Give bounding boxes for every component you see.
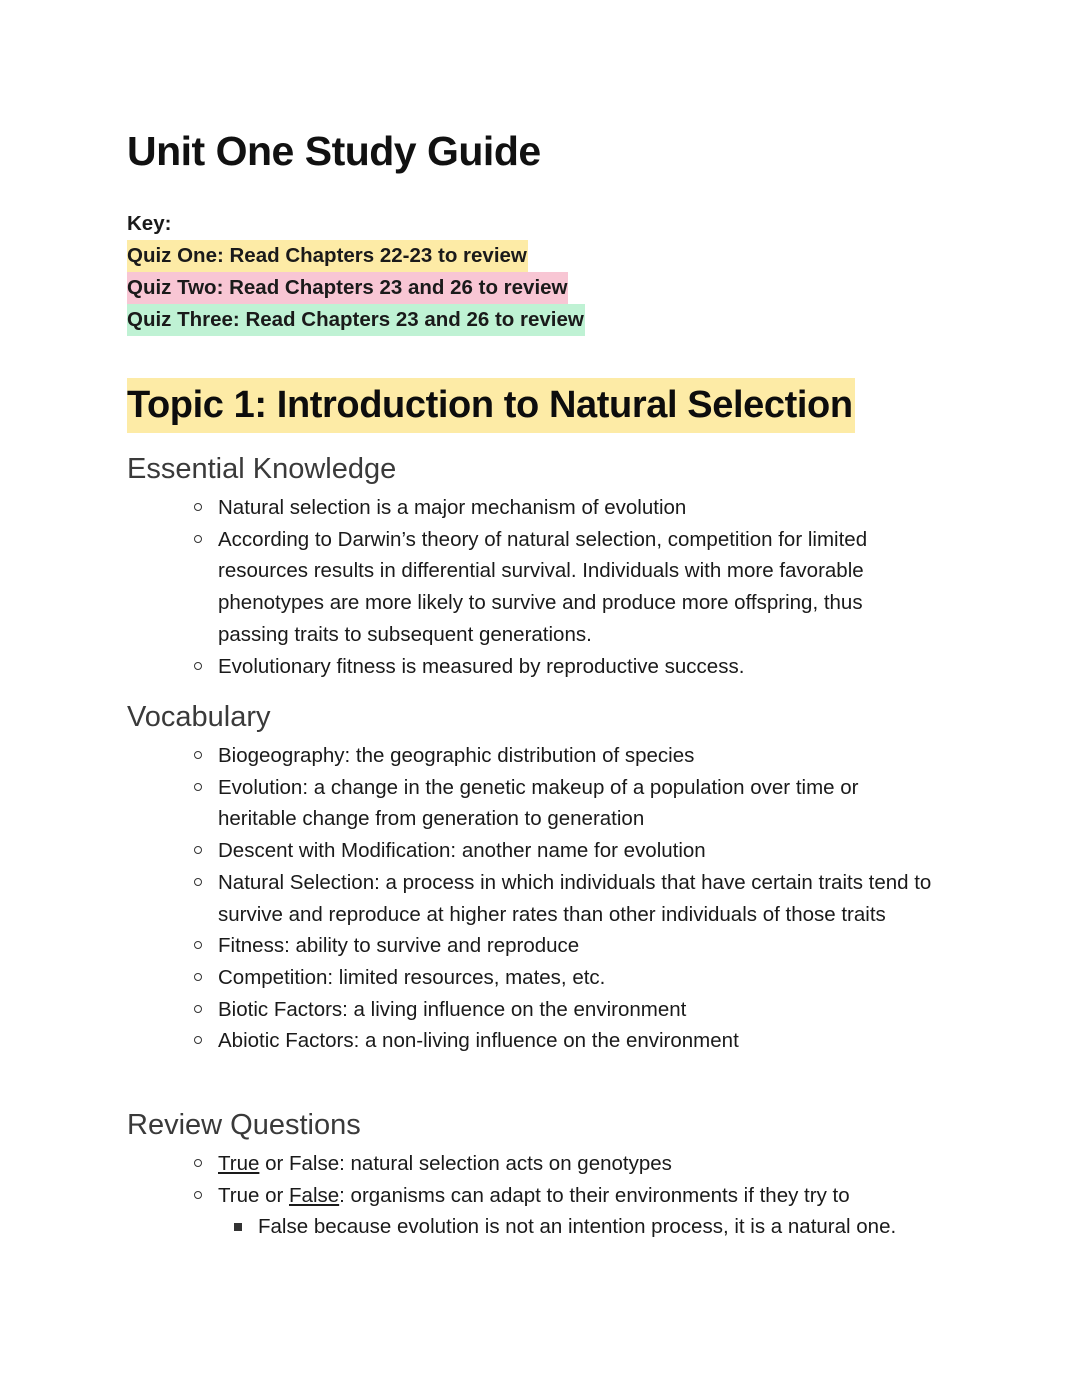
underlined-answer: False	[289, 1183, 340, 1207]
hollow-bullet-icon	[194, 878, 202, 886]
hollow-bullet-icon	[194, 662, 202, 670]
section-heading: Review Questions	[127, 1109, 361, 1141]
key-item-quiz-three: Quiz Three: Read Chapters 23 and 26 to review	[127, 304, 585, 336]
hollow-bullet-icon	[194, 1159, 202, 1167]
hollow-bullet-icon	[194, 973, 202, 981]
hollow-bullet-icon	[194, 503, 202, 511]
list-item: Descent with Modification: another name for evolution	[218, 835, 978, 867]
hollow-bullet-icon	[194, 783, 202, 791]
page-title: Unit One Study Guide	[127, 128, 541, 174]
list-item: Biotic Factors: a living influence on the environment	[218, 994, 978, 1026]
hollow-bullet-icon	[194, 846, 202, 854]
answer-item: False because evolution is not an intention process, it is a natural one.	[258, 1211, 987, 1243]
review-questions-section	[127, 1108, 987, 1243]
list-item: Natural Selection: a process in which individuals that have certain traits tend to survive and reproduce at higher rates than other individuals of those traits	[218, 867, 958, 930]
list-item: True or False: natural selection acts on genotypes	[218, 1148, 987, 1180]
list-item: Abiotic Factors: a non-living influence on the environment	[218, 1025, 978, 1057]
list-item: Evolutionary fitness is measured by reproductive success.	[218, 651, 987, 683]
vocabulary-list	[127, 740, 978, 1057]
underlined-answer: True	[218, 1152, 260, 1175]
review-list	[127, 1148, 987, 1243]
list-item: Evolution: a change in the genetic makeup of a population over time or heritable change from generation to generation	[218, 772, 908, 835]
vocabulary-section	[127, 700, 987, 1057]
list-item: Biogeography: the geographic distribution of species	[218, 740, 978, 772]
square-bullet-icon	[234, 1223, 242, 1231]
essential-list	[127, 492, 987, 682]
key-item-quiz-one: Quiz One: Read Chapters 22-23 to review	[127, 240, 528, 272]
topic-heading: Topic 1: Introduction to Natural Selection	[127, 378, 855, 433]
section-heading: Essential Knowledge	[127, 453, 397, 485]
essential-knowledge-section	[127, 452, 987, 682]
key-legend	[127, 208, 585, 336]
list-item: Competition: limited resources, mates, etc.	[218, 962, 978, 994]
hollow-bullet-icon	[194, 941, 202, 949]
list-item: True or False: organisms can adapt to their environments if they try to False because evolution is not an intention process, it is a natural one.	[218, 1180, 987, 1243]
key-item-quiz-two: Quiz Two: Read Chapters 23 and 26 to review	[127, 272, 568, 304]
list-item: Natural selection is a major mechanism of evolution	[218, 492, 987, 524]
list-item: Fitness: ability to survive and reproduce	[218, 930, 978, 962]
answer-list	[218, 1211, 987, 1243]
hollow-bullet-icon	[194, 751, 202, 759]
hollow-bullet-icon	[194, 1036, 202, 1044]
list-item: According to Darwin’s theory of natural selection, competition for limited resources results in differential survival. Individuals with more favorable phenotypes are more likely to survive and produce more offspring, thus passing traits to subsequent generations.	[218, 524, 918, 651]
key-label: Key:	[127, 212, 172, 235]
hollow-bullet-icon	[194, 535, 202, 543]
hollow-bullet-icon	[194, 1005, 202, 1013]
section-heading: Vocabulary	[127, 701, 271, 733]
hollow-bullet-icon	[194, 1191, 202, 1199]
